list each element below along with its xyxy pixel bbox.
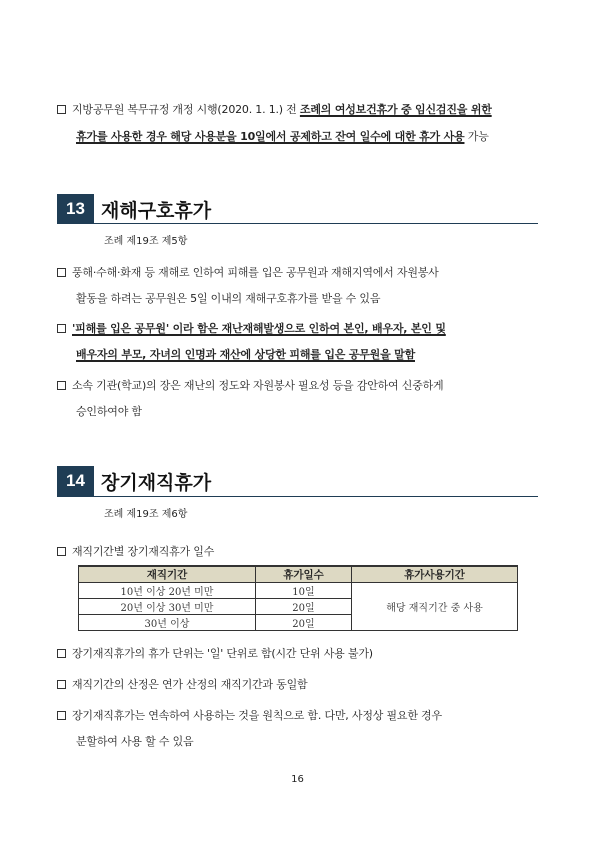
table-cell: 20일 [256, 599, 352, 615]
item-text: '피해를 입은 공무원' 이라 함은 재난재해발생으로 인하여 본인, 배우자, 본인 및 [72, 322, 446, 335]
checkbox-bullet-icon [57, 381, 66, 390]
checkbox-bullet-icon [57, 324, 66, 333]
section14-item-3 [57, 707, 442, 723]
leave-days-table [78, 565, 518, 631]
section-number-badge: 13 [57, 194, 94, 224]
section13-item-1 [57, 264, 439, 280]
intro-plain-text: 지방공무원 복무규정 개정 시행(2020. 1. 1.) 전 [72, 103, 300, 116]
table-cell: 20년 이상 30년 미만 [79, 599, 256, 615]
section-reference: 조례 제19조 제6항 [104, 509, 188, 520]
intro-bold-text: 조례의 여성보건휴가 중 임신검진을 위한 [299, 103, 492, 116]
item-text: 장기재직휴가의 휴가 단위는 '일' 단위로 함(시간 단위 사용 불가) [72, 647, 373, 660]
section14-item-2 [57, 676, 307, 692]
table-cell: 30년 이상 [79, 615, 256, 631]
section-title: 재해구호휴가 [101, 200, 212, 222]
intro-line-2 [76, 128, 489, 144]
section-title: 장기재직휴가 [101, 472, 212, 494]
checkbox-bullet-icon [57, 649, 66, 658]
item-text: 재직기간의 산정은 연가 산정의 재직기간과 동일함 [72, 678, 308, 691]
item-text: 장기재직휴가는 연속하여 사용하는 것을 원칙으로 함. 다만, 사정상 필요한 경우 [72, 709, 442, 722]
section-reference: 조례 제19조 제5항 [104, 236, 188, 247]
table-cell: 10년 이상 20년 미만 [79, 583, 256, 599]
section-divider [57, 496, 538, 497]
checkbox-bullet-icon [57, 105, 66, 114]
table-row [79, 583, 518, 599]
checkbox-bullet-icon [57, 711, 66, 720]
section13-item-1-cont: 활동을 하려는 공무원은 5일 이내의 재해구호휴가를 받을 수 있음 [76, 292, 381, 305]
section-divider [57, 223, 538, 224]
checkbox-bullet-icon [57, 547, 66, 556]
caption-text: 재직기간별 장기재직휴가 일수 [72, 545, 215, 558]
table-header: 재직기간 [79, 566, 256, 583]
section13-item-2-cont [76, 346, 415, 362]
intro-tail-text: 가능 [464, 130, 489, 143]
table-cell: 20일 [256, 615, 352, 631]
page-number: 16 [291, 774, 304, 785]
table-header: 휴가사용기간 [352, 566, 518, 583]
section14-item-3-cont: 분할하여 사용 할 수 있음 [76, 735, 194, 748]
section-number-badge: 14 [57, 466, 94, 496]
item-text: 배우자의 부모, 자녀의 인명과 재산에 상당한 피해를 입은 공무원을 말함 [76, 348, 415, 361]
table-cell-usage-period: 해당 재직기간 중 사용 [352, 583, 518, 631]
section13-item-3 [57, 377, 443, 393]
checkbox-bullet-icon [57, 268, 66, 277]
checkbox-bullet-icon [57, 680, 66, 689]
intro-bold-text-2: 휴가를 사용한 경우 해당 사용분을 10일에서 공제하고 잔여 일수에 대한 휴가 사용 [76, 130, 465, 143]
item-text: 풍해·수해·화재 등 재해로 인하여 피해를 입은 공무원과 재해지역에서 자원봉사 [72, 266, 439, 279]
section14-item-1 [57, 645, 373, 661]
table-header-row [79, 566, 518, 583]
intro-line-1 [57, 101, 492, 117]
section13-item-2 [57, 320, 446, 336]
section13-item-3-cont: 승인하여야 함 [76, 405, 142, 418]
item-text: 소속 기관(학교)의 장은 재난의 정도와 자원봉사 필요성 등을 감안하여 신중하게 [72, 379, 444, 392]
section14-table-caption [57, 543, 214, 559]
table-cell: 10일 [256, 583, 352, 599]
table-header: 휴가일수 [256, 566, 352, 583]
